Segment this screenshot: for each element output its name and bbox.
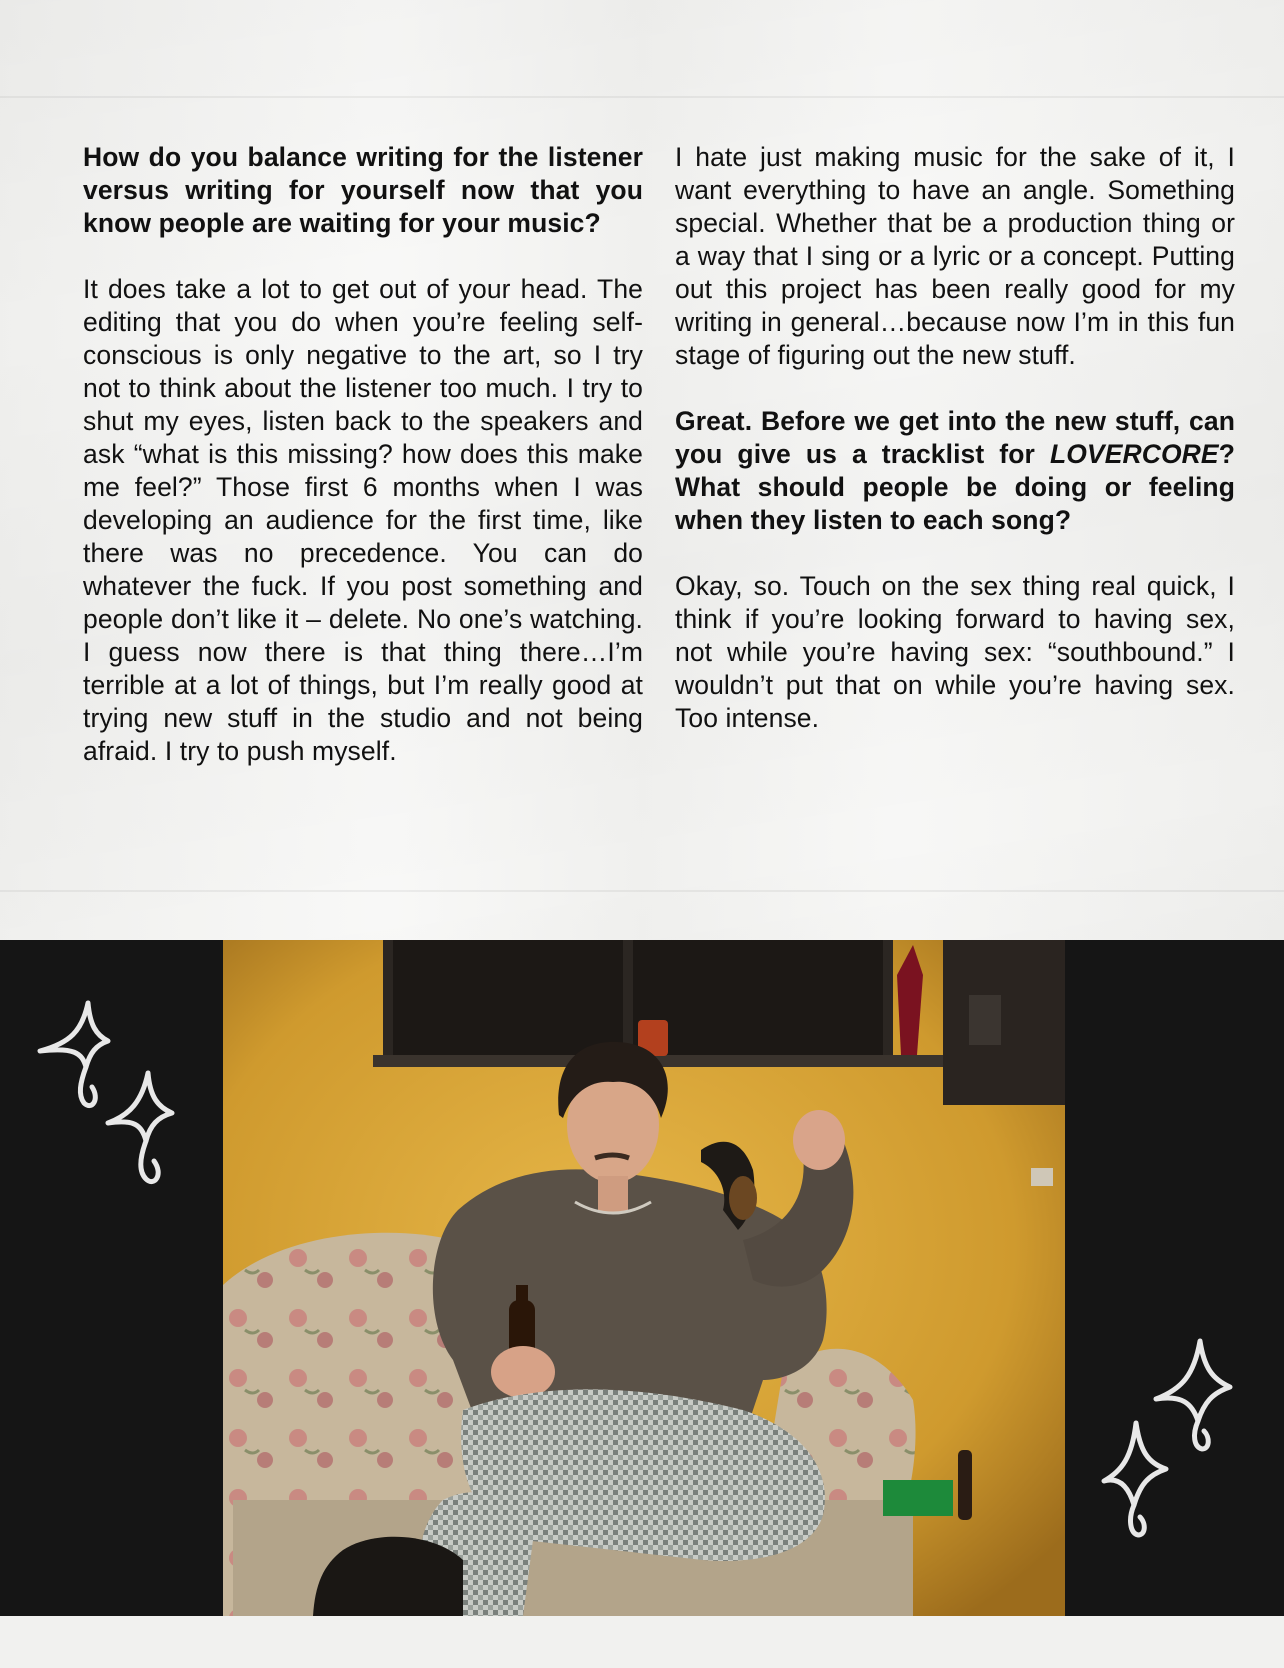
- question-text: Great. Before we get into the new stuff, can you give us a tracklist for: [675, 406, 1235, 469]
- paper-crease: [0, 890, 1284, 892]
- interview-question: How do you balance writing for the listener versus writing for yourself now that you know people are waiting for your music?: [83, 142, 643, 238]
- sparkle-doodle-icon: [1100, 1335, 1260, 1545]
- right-text-column: [675, 141, 1235, 768]
- paper-bottom-strip: [0, 1616, 1284, 1668]
- interview-answer-continued: I hate just making music for the sake of it, I want everything to have an angle. Something special. Whether that be a production thing or a way that I sing or a lyric or a concept. Putting out this project has been really good for my writing in general…because now I’m in this fun stage of figuring out the new stuff.: [675, 142, 1235, 370]
- interview-answer: Okay, so. Touch on the sex thing real quick, I think if you’re looking forward to having sex, not while you’re having sex: “southbound.” I wouldn’t put that on while you’re having sex. Too intense.: [675, 571, 1235, 733]
- photo-band: [0, 940, 1284, 1616]
- paper-crease: [0, 96, 1284, 98]
- question-text: ? What should people be doing or feeling when they listen to each song?: [675, 439, 1235, 535]
- photo-illustration: [223, 940, 1065, 1616]
- album-title: LOVERCORE: [1049, 439, 1219, 469]
- interview-question: [675, 405, 1235, 537]
- left-text-column: [83, 141, 643, 801]
- portrait-photo: [223, 940, 1065, 1616]
- sparkle-doodle-icon: [30, 995, 200, 1195]
- interview-answer: It does take a lot to get out of your head. The editing that you do when you’re feeling self-conscious is only negative to the art, so I try not to think about the listener too much. I try to shut my eyes, listen back to the speakers and ask “what is this missing? how does this make me feel?” Those first 6 months when I was developing an audience for the first time, like there was no precedence. You can do whatever the fuck. If you post something and people don’t like it – delete. No one’s watching. I guess now there is that thing there…I’m terrible at a lot of things, but I’m really good at trying new stuff in the studio and not being afraid. I try to push myself.: [83, 274, 643, 766]
